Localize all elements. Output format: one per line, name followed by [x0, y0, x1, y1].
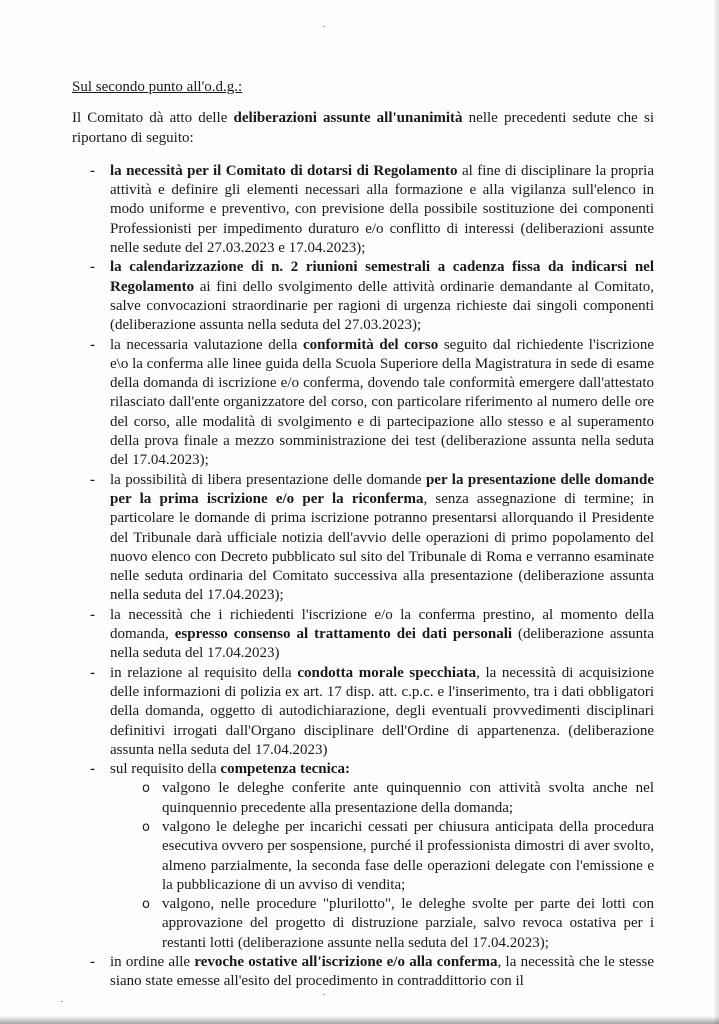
text-run: seguito dal richiedente l'iscrizione e\o la conferma alle linee guida della Scuola Superiore della Magistratura in sede di esame della domanda di iscrizione e/o conferma, dovendo tale conformità emergere dall'attestato rilasciato dall'ente organizzatore del corso, con particolare riferimento al numero delle ore del corso, alle modalità di svolgimento e di partecipazione allo stesso e al superamento della prova finale a mezzo somministrazione dei test (deliberazione assunta nella seduta del 17.04.2023);: [110, 336, 654, 469]
text-run: , la necessità che le stesse siano state emesse all'esito del procedimento in contraddittorio con il: [110, 954, 655, 990]
bullet-circle: o: [142, 781, 150, 797]
text-run: la necessaria valutazione della: [110, 336, 303, 353]
sub-list-item: [142, 895, 654, 953]
list-item: [72, 336, 654, 471]
bold-text: condotta morale specchiata: [297, 664, 477, 681]
sub-item-text: valgono le deleghe conferite ante quinquennio con attività svolta anche nel quinquennio precedente alla presentazione della domanda;: [162, 780, 654, 816]
deliberations-list: [72, 162, 654, 992]
text-run: nelle precedenti sedute che si riportano di seguito:: [72, 110, 654, 146]
bullet-circle: o: [142, 819, 150, 835]
text-run: sul requisito della: [110, 761, 221, 778]
bold-text: la calendarizzazione di n. 2 riunioni semestrali a cadenza fissa da indicarsi nel Regolamento: [110, 259, 654, 295]
bullet-dash: -: [90, 954, 95, 971]
bullet-dash: -: [90, 664, 95, 681]
sub-list: [110, 779, 654, 953]
text-run: (deliberazione assunta nella seduta del 17.04.2023): [110, 626, 654, 662]
intro-paragraph: [72, 109, 654, 148]
text-run: in ordine alle: [110, 954, 195, 971]
page-edge-shadow: [713, 0, 719, 1024]
bullet-dash: -: [90, 259, 95, 276]
bold-text: espresso consenso al trattamento dei dati personali: [174, 626, 513, 643]
text-run: ai fini dello svolgimento delle attività ordinarie demandante al Comitato, salve convocazioni straordinarie per ragioni di urgenza richieste dai singoli componenti (deliberazione assunta nella seduta del 27.03.2023);: [110, 278, 654, 334]
scan-speck: ·: [322, 989, 326, 1001]
text-run: in relazione al requisito della: [110, 664, 298, 681]
bold-text: conformità del corso: [303, 336, 439, 353]
text-run: , senza assegnazione di termine; in particolare le domande di prima iscrizione potranno presentarsi allorquando il Presidente del Tribunale darà ufficiale notizia dell'avvio delle operazioni di primo popolamento del nuovo elenco con Decreto pubblicato sul sito del Tribunale di Roma e verranno esaminate nelle seduta ordinaria del Comitato successiva alla presentazione (deliberazione assunta nella seduta del 17.04.2023);: [110, 490, 654, 604]
text-run: Il Comitato dà atto delle: [72, 110, 234, 127]
bold-text: revoche ostative all'iscrizione e/o alla conferma: [194, 954, 498, 971]
sub-list-item: [142, 779, 654, 818]
text-run: , la necessità di acquisizione delle informazioni di polizia ex art. 17 disp. att. c.p.c. e l'inserimento, tra i dati obbligatori della domanda, oggetto di autodichiarazione, degli eventuali provvedimenti disciplinari definitivi irrogati dall'Organo disciplinare dell'Ordine di appartenenza. (deliberazione assunta nella seduta del 17.04.2023): [110, 664, 655, 758]
bullet-dash: -: [90, 761, 95, 778]
scan-speck: ·: [322, 21, 326, 33]
text-run: la necessità che i richiedenti l'iscrizione e/o la conferma prestino, al momento della domanda,: [110, 606, 654, 643]
scan-speck: ·: [60, 996, 64, 1008]
list-item: [72, 760, 654, 953]
sub-list-item: [142, 818, 654, 895]
text-run: al fine di disciplinare la propria attività e definire gli elementi necessari alla formazione e alla vigilanza sull'elenco in modo uniforme e preventivo, con previsione della possibile sostituzione dei componenti Professionisti per impedimento duraturo e/o conflitto di interessi (deliberazioni assunte nelle sedute del 27.03.2023 e 17.04.2023);: [110, 162, 654, 257]
bold-text: per la presentazione delle domande per la prima iscrizione e/o per la riconferma: [110, 471, 654, 507]
bold-text: competenza tecnica:: [220, 761, 350, 778]
list-item: [72, 471, 654, 606]
bullet-dash: -: [90, 336, 95, 353]
section-heading: Sul secondo punto all'o.d.g.:: [72, 79, 243, 95]
sub-item-text: valgono le deleghe per incarichi cessati per chiusura anticipata della procedura esecutiva ovvero per sospensione, purché il professionista dimostri di aver svolto, almeno parzialmente, la seconda fase delle operazioni delegate con l'emissione e la pubblicazione di un avviso di vendita;: [162, 818, 654, 893]
list-item: [72, 606, 654, 664]
bold-text: deliberazioni assunte all'unanimità: [233, 110, 463, 127]
bullet-dash: -: [90, 471, 95, 488]
document-body: [72, 78, 654, 992]
list-item: [72, 664, 654, 760]
bullet-dash: -: [90, 606, 95, 623]
list-item: [72, 162, 654, 258]
bullet-dash: -: [90, 162, 95, 179]
page-bottom-shadow: [0, 1016, 719, 1024]
text-run: la possibilità di libera presentazione delle domande: [110, 471, 426, 488]
bullet-circle: o: [142, 897, 150, 913]
list-item: [72, 953, 654, 992]
list-item: [72, 258, 654, 335]
sub-item-text: valgono, nelle procedure "plurilotto", le deleghe svolte per parte dei lotti con approvazione del progetto di distruzione parziale, salvo revoca ostativa per i restanti lotti (deliberazione assunte nella seduta del 17.04.2023);: [162, 896, 654, 951]
bold-text: la necessità per il Comitato di dotarsi di Regolamento: [110, 162, 458, 179]
